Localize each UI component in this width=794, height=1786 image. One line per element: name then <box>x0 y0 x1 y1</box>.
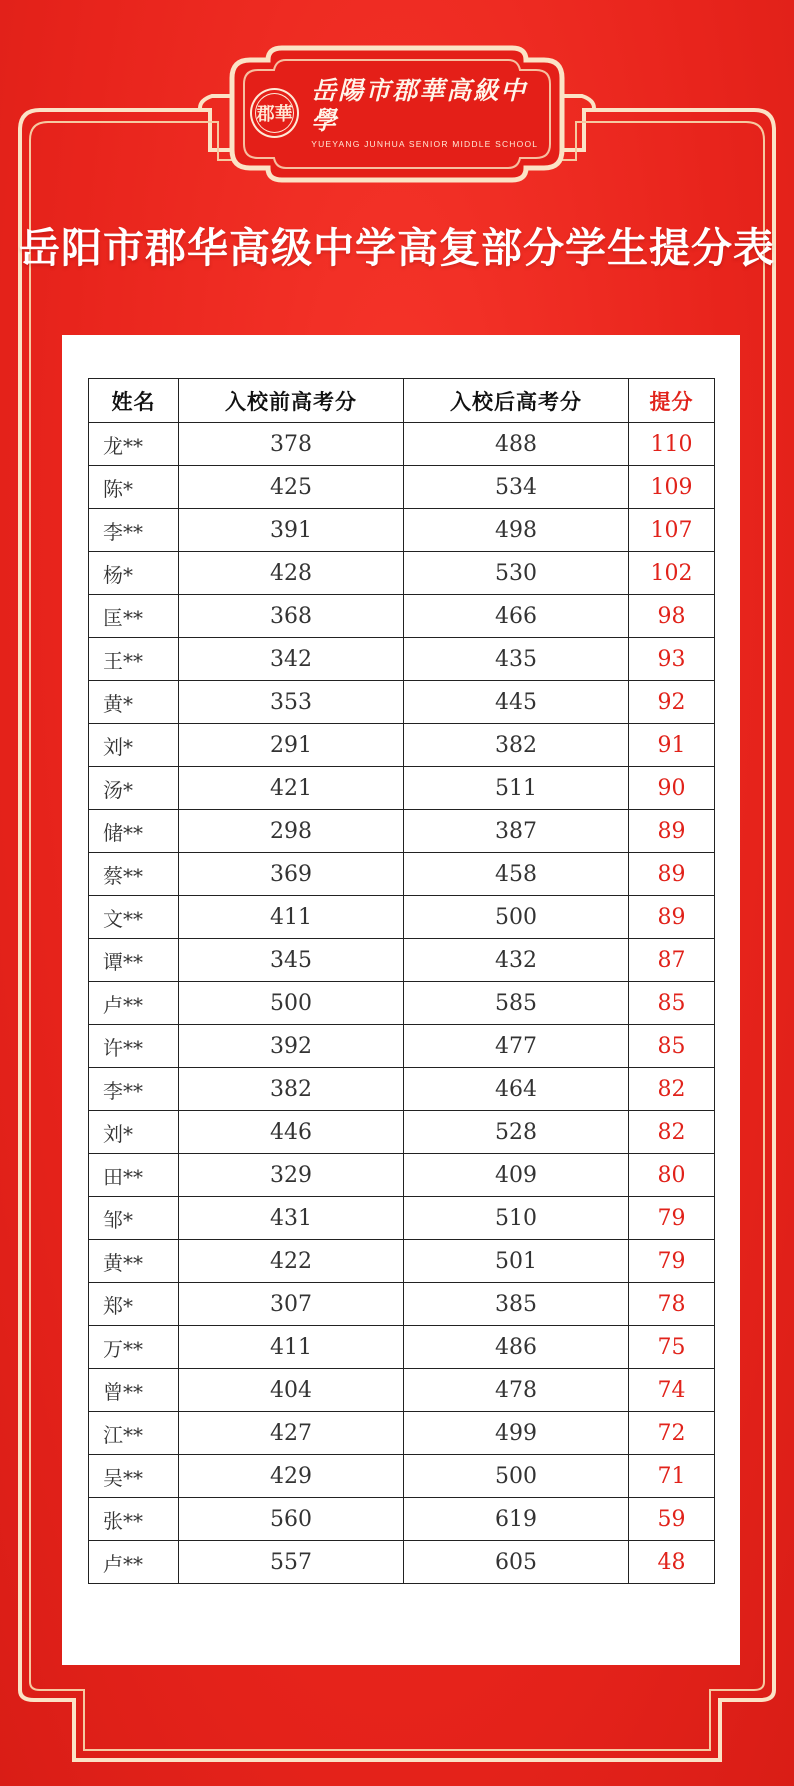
before-score-cell: 404 <box>179 1369 404 1412</box>
student-name-cell: 黄* <box>89 681 179 724</box>
table-row <box>89 509 715 552</box>
student-name-cell: 黄** <box>89 1240 179 1283</box>
after-score-cell: 498 <box>404 509 629 552</box>
score-gain-cell: 82 <box>629 1111 715 1154</box>
table-row <box>89 466 715 509</box>
before-score-cell: 382 <box>179 1068 404 1111</box>
table-body <box>89 423 715 1584</box>
before-score-cell: 421 <box>179 767 404 810</box>
after-score-cell: 619 <box>404 1498 629 1541</box>
student-name-cell: 田** <box>89 1154 179 1197</box>
table-row <box>89 423 715 466</box>
score-gain-cell: 85 <box>629 982 715 1025</box>
student-name-cell: 刘* <box>89 724 179 767</box>
student-name-cell: 万** <box>89 1326 179 1369</box>
school-logo <box>250 78 550 148</box>
score-gain-cell: 110 <box>629 423 715 466</box>
school-name-block <box>311 76 550 150</box>
before-score-cell: 446 <box>179 1111 404 1154</box>
before-score-cell: 411 <box>179 896 404 939</box>
after-score-cell: 534 <box>404 466 629 509</box>
after-score-cell: 387 <box>404 810 629 853</box>
table-row <box>89 595 715 638</box>
before-score-cell: 368 <box>179 595 404 638</box>
score-table <box>88 378 715 1584</box>
score-gain-cell: 71 <box>629 1455 715 1498</box>
table-row <box>89 810 715 853</box>
after-score-cell: 585 <box>404 982 629 1025</box>
score-gain-cell: 59 <box>629 1498 715 1541</box>
after-score-cell: 499 <box>404 1412 629 1455</box>
score-gain-cell: 93 <box>629 638 715 681</box>
score-gain-cell: 102 <box>629 552 715 595</box>
student-name-cell: 匡** <box>89 595 179 638</box>
after-score-cell: 605 <box>404 1541 629 1584</box>
student-name-cell: 吴** <box>89 1455 179 1498</box>
before-score-cell: 422 <box>179 1240 404 1283</box>
table-row <box>89 767 715 810</box>
score-gain-cell: 89 <box>629 853 715 896</box>
table-row <box>89 638 715 681</box>
student-name-cell: 郑* <box>89 1283 179 1326</box>
student-name-cell: 邹* <box>89 1197 179 1240</box>
table-row <box>89 1369 715 1412</box>
student-name-cell: 张** <box>89 1498 179 1541</box>
student-name-cell: 李** <box>89 1068 179 1111</box>
after-score-cell: 501 <box>404 1240 629 1283</box>
after-score-cell: 382 <box>404 724 629 767</box>
score-gain-cell: 89 <box>629 896 715 939</box>
table-row <box>89 1283 715 1326</box>
score-gain-cell: 87 <box>629 939 715 982</box>
score-gain-cell: 89 <box>629 810 715 853</box>
after-score-cell: 477 <box>404 1025 629 1068</box>
score-gain-cell: 78 <box>629 1283 715 1326</box>
before-score-cell: 428 <box>179 552 404 595</box>
school-seal-icon: 郡華 <box>250 88 299 138</box>
table-row <box>89 982 715 1025</box>
score-gain-cell: 79 <box>629 1240 715 1283</box>
student-name-cell: 李** <box>89 509 179 552</box>
student-name-cell: 谭** <box>89 939 179 982</box>
score-gain-cell: 75 <box>629 1326 715 1369</box>
table-row <box>89 1240 715 1283</box>
after-score-cell: 385 <box>404 1283 629 1326</box>
before-score-cell: 345 <box>179 939 404 982</box>
score-gain-cell: 72 <box>629 1412 715 1455</box>
table-row <box>89 1197 715 1240</box>
score-gain-cell: 48 <box>629 1541 715 1584</box>
score-gain-cell: 85 <box>629 1025 715 1068</box>
after-score-cell: 530 <box>404 552 629 595</box>
table-row <box>89 1455 715 1498</box>
header-name: 姓名 <box>89 379 179 423</box>
student-name-cell: 蔡** <box>89 853 179 896</box>
table-row <box>89 939 715 982</box>
score-gain-cell: 107 <box>629 509 715 552</box>
after-score-cell: 500 <box>404 896 629 939</box>
student-name-cell: 储** <box>89 810 179 853</box>
table-row <box>89 853 715 896</box>
after-score-cell: 510 <box>404 1197 629 1240</box>
before-score-cell: 429 <box>179 1455 404 1498</box>
score-gain-cell: 98 <box>629 595 715 638</box>
student-name-cell: 刘* <box>89 1111 179 1154</box>
table-row <box>89 1498 715 1541</box>
score-gain-cell: 80 <box>629 1154 715 1197</box>
header-before-score: 入校前高考分 <box>179 379 404 423</box>
after-score-cell: 511 <box>404 767 629 810</box>
student-name-cell: 汤* <box>89 767 179 810</box>
before-score-cell: 427 <box>179 1412 404 1455</box>
score-gain-cell: 91 <box>629 724 715 767</box>
before-score-cell: 431 <box>179 1197 404 1240</box>
before-score-cell: 557 <box>179 1541 404 1584</box>
score-gain-cell: 109 <box>629 466 715 509</box>
score-gain-cell: 79 <box>629 1197 715 1240</box>
before-score-cell: 392 <box>179 1025 404 1068</box>
after-score-cell: 500 <box>404 1455 629 1498</box>
header-after-score: 入校后高考分 <box>404 379 629 423</box>
before-score-cell: 425 <box>179 466 404 509</box>
school-name-chinese: 岳陽市郡華高級中學 <box>311 76 528 135</box>
score-gain-cell: 74 <box>629 1369 715 1412</box>
table-row <box>89 1412 715 1455</box>
after-score-cell: 488 <box>404 423 629 466</box>
table-row <box>89 724 715 767</box>
student-name-cell: 杨* <box>89 552 179 595</box>
table-row <box>89 681 715 724</box>
page-title: 岳阳市郡华高级中学高复部分学生提分表 <box>19 224 775 272</box>
after-score-cell: 435 <box>404 638 629 681</box>
student-name-cell: 王** <box>89 638 179 681</box>
before-score-cell: 500 <box>179 982 404 1025</box>
before-score-cell: 560 <box>179 1498 404 1541</box>
before-score-cell: 378 <box>179 423 404 466</box>
before-score-cell: 391 <box>179 509 404 552</box>
after-score-cell: 445 <box>404 681 629 724</box>
before-score-cell: 342 <box>179 638 404 681</box>
after-score-cell: 458 <box>404 853 629 896</box>
before-score-cell: 307 <box>179 1283 404 1326</box>
table-row <box>89 1326 715 1369</box>
header-gain: 提分 <box>629 379 715 423</box>
table-row <box>89 1541 715 1584</box>
student-name-cell: 曾** <box>89 1369 179 1412</box>
student-name-cell: 卢** <box>89 1541 179 1584</box>
table-row <box>89 1111 715 1154</box>
table-row <box>89 1154 715 1197</box>
before-score-cell: 369 <box>179 853 404 896</box>
student-name-cell: 许** <box>89 1025 179 1068</box>
after-score-cell: 486 <box>404 1326 629 1369</box>
table-row <box>89 896 715 939</box>
before-score-cell: 353 <box>179 681 404 724</box>
student-name-cell: 文** <box>89 896 179 939</box>
after-score-cell: 409 <box>404 1154 629 1197</box>
table-header-row <box>89 379 715 423</box>
student-name-cell: 陈* <box>89 466 179 509</box>
table-row <box>89 552 715 595</box>
after-score-cell: 478 <box>404 1369 629 1412</box>
before-score-cell: 411 <box>179 1326 404 1369</box>
after-score-cell: 528 <box>404 1111 629 1154</box>
student-name-cell: 江** <box>89 1412 179 1455</box>
before-score-cell: 298 <box>179 810 404 853</box>
after-score-cell: 466 <box>404 595 629 638</box>
student-name-cell: 卢** <box>89 982 179 1025</box>
table-row <box>89 1025 715 1068</box>
school-name-english: YUEYANG JUNHUA SENIOR MIDDLE SCHOOL <box>311 139 539 149</box>
table-row <box>89 1068 715 1111</box>
before-score-cell: 291 <box>179 724 404 767</box>
after-score-cell: 432 <box>404 939 629 982</box>
student-name-cell: 龙** <box>89 423 179 466</box>
score-gain-cell: 82 <box>629 1068 715 1111</box>
score-gain-cell: 92 <box>629 681 715 724</box>
before-score-cell: 329 <box>179 1154 404 1197</box>
after-score-cell: 464 <box>404 1068 629 1111</box>
score-gain-cell: 90 <box>629 767 715 810</box>
